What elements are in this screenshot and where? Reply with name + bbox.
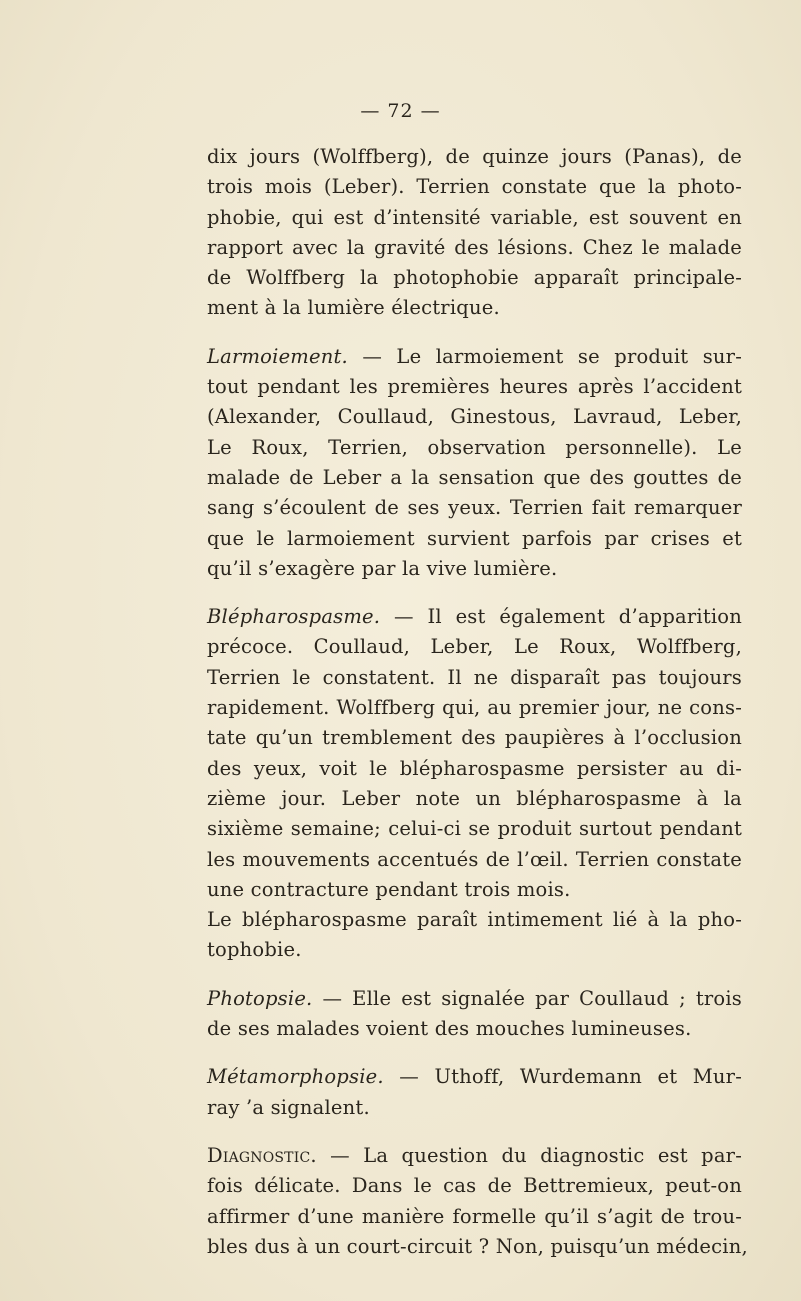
text-line: — Elle est signalée par Coullaud ; trois — [312, 986, 742, 1010]
section-heading-diagnostic: Diagnostic. — [207, 1143, 317, 1167]
text-line: Le blépharospasme paraît intimement lié à la pho- — [207, 908, 742, 932]
text-line: zième jour. Leber note un blépharospasme à la — [207, 786, 742, 810]
text-line: affirmer d’une manière formelle qu’il s’agit de trou- — [207, 1204, 742, 1228]
text-line: bles dus à un court-circuit ? Non, puisqu’un médecin, — [207, 1234, 748, 1258]
text-line: — Uthoff, Wurdemann et Mur- — [383, 1065, 742, 1089]
text-line: qu’il s’exagère par la vive lumière. — [207, 556, 558, 580]
text-line: malade de Leber a la sensation que des gouttes de — [207, 465, 742, 489]
text-line: tophobie. — [207, 938, 302, 962]
text-line: sang s’écoulent de ses yeux. Terrien fait remarquer — [207, 496, 742, 520]
text-line: les mouvements accentués de l’œil. Terrien constate — [207, 847, 742, 871]
text-line: — La question du diagnostic est par- — [316, 1143, 742, 1167]
text-line: dix jours (Wolffberg), de quinze jours (Panas), de — [207, 145, 742, 168]
text-line: ray ’a signalent. — [207, 1095, 370, 1119]
text-line: Le Roux, Terrien, observation personnelle). Le — [207, 435, 742, 459]
text-line: sixième semaine; celui-ci se produit surtout pendant — [207, 817, 742, 841]
text-line: des yeux, voit le blépharospasme persister au di- — [207, 756, 742, 780]
paragraph-metamorphopsie — [207, 1062, 742, 1123]
text-line: tout pendant les premières heures après l’accident — [207, 375, 742, 399]
text-line: une contracture pendant trois mois. — [207, 877, 571, 901]
body-text — [207, 142, 748, 1262]
text-line: rapidement. Wolffberg qui, au premier jour, ne cons- — [207, 696, 742, 720]
paragraph-photopsie — [207, 984, 742, 1045]
text-line: Terrien le constatent. Il ne disparaît pas toujours — [207, 665, 742, 689]
paragraph-larmoiement — [207, 342, 742, 584]
text-line: tate qu’un tremblement des paupières à l’occlusion — [207, 726, 742, 750]
text-line: de ses malades voient des mouches lumineuses. — [207, 1017, 692, 1041]
section-heading-metamorphopsie: Métamorphopsie. — [207, 1065, 384, 1089]
page-number: — 72 — — [360, 100, 441, 122]
section-heading-blepharospasme: Blépharospasme. — [207, 605, 381, 629]
text-line: rapport avec la gravité des lésions. Chez le malade — [207, 235, 742, 259]
text-line: — Il est également d’apparition — [380, 605, 742, 629]
text-line: ment à la lumière électrique. — [207, 296, 500, 320]
text-line: fois délicate. Dans le cas de Bettremieux, peut-on — [207, 1174, 742, 1198]
text-line: phobie, qui est d’intensité variable, est souvent en — [207, 205, 742, 229]
text-line: trois mois (Leber). Terrien constate que la photo- — [207, 175, 742, 199]
text-line: que le larmoiement survient parfois par crises et — [207, 526, 742, 550]
paragraph-diagnostic — [207, 1141, 748, 1262]
section-heading-photopsie: Photopsie. — [207, 986, 313, 1010]
section-heading-larmoiement: Larmoiement. — [207, 344, 348, 368]
paragraph-photophobie-continued — [207, 142, 742, 324]
paragraph-blepharospasme — [207, 602, 742, 966]
text-line: de Wolffberg la photophobie apparaît principale- — [207, 266, 742, 290]
text-line: (Alexander, Coullaud, Ginestous, Lavraud, Leber, — [207, 405, 742, 429]
text-line: — Le larmoiement se produit sur- — [347, 344, 742, 368]
text-line: précoce. Coullaud, Leber, Le Roux, Wolffberg, — [207, 635, 742, 659]
